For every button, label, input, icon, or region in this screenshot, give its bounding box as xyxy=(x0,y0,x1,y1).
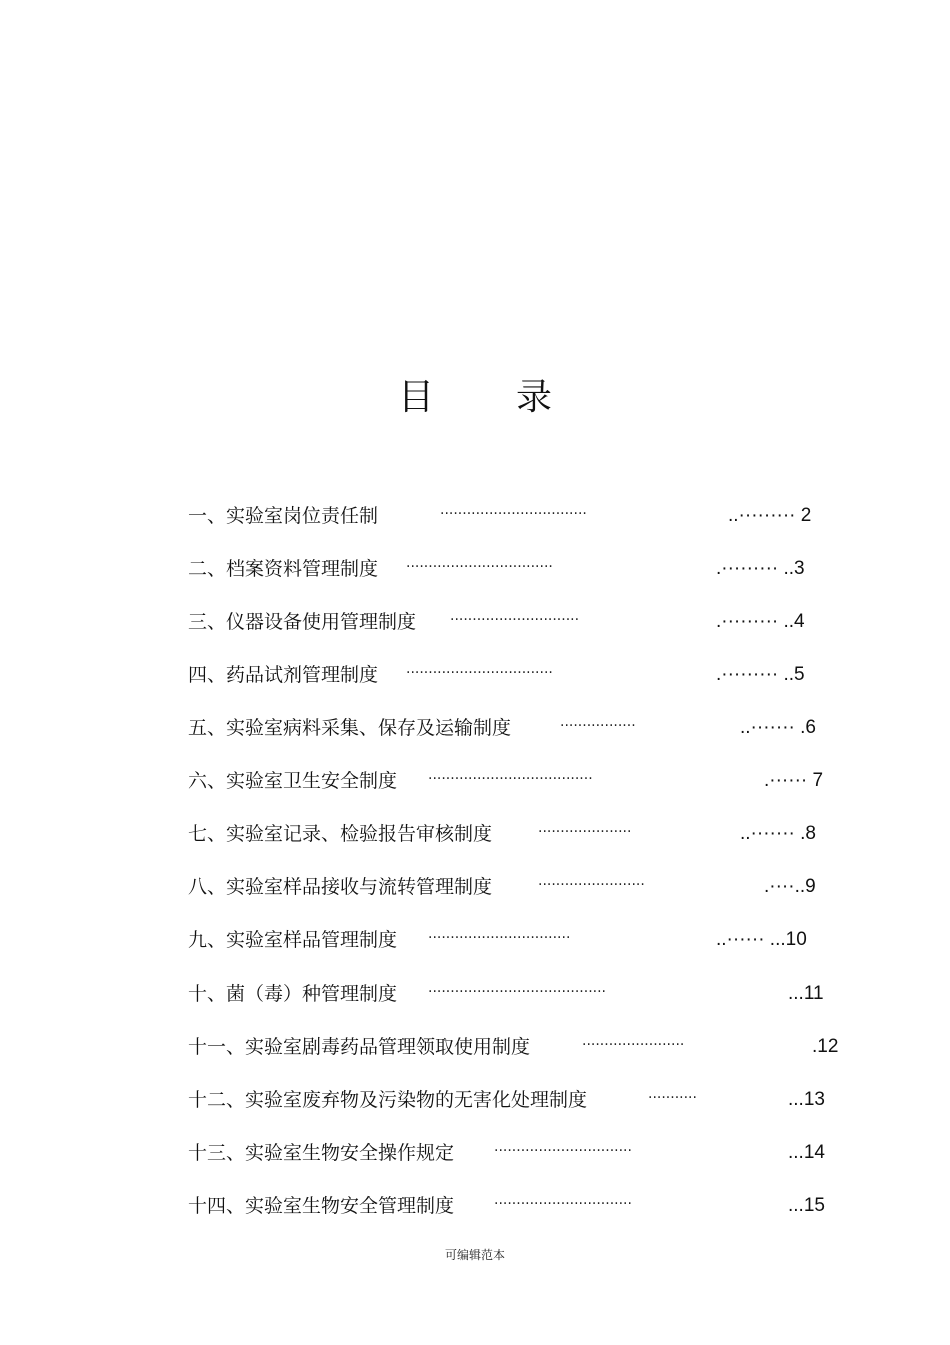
toc-entry-leader: ························ xyxy=(538,877,645,893)
toc-entry-page: .········· ..4 xyxy=(716,611,805,632)
toc-entry-leader: ····································· xyxy=(428,771,593,787)
toc-entry-leader: ················· xyxy=(560,718,636,734)
toc-entry-label: 六、实验室卫生安全制度 xyxy=(188,770,398,792)
toc-entry-page: .····..9 xyxy=(764,876,816,897)
toc-entry-label: 十四、实验室生物安全管理制度 xyxy=(188,1195,455,1217)
toc-entry-label: 七、实验室记录、检验报告审核制度 xyxy=(188,823,493,845)
toc-entry-label: 九、实验室样品管理制度 xyxy=(188,929,398,951)
toc-entry-label: 四、药品试剂管理制度 xyxy=(188,664,379,686)
toc-entry-leader: ································· xyxy=(406,665,553,681)
toc-entry-label: 三、仪器设备使用管理制度 xyxy=(188,611,417,633)
toc-entry-page: ..······· .6 xyxy=(740,717,816,738)
toc-entry-leader: ··········· xyxy=(648,1090,697,1106)
toc-entry-page: ...15 xyxy=(788,1195,825,1216)
toc-entry-leader: ······························· xyxy=(494,1143,632,1159)
title-char-2: 录 xyxy=(516,377,553,418)
toc-entry-label: 二、档案资料管理制度 xyxy=(188,558,379,580)
toc-entry-page: ...14 xyxy=(788,1142,825,1163)
toc-entry-label: 八、实验室样品接收与流转管理制度 xyxy=(188,876,493,898)
toc-entry-leader: ········································ xyxy=(428,984,607,1000)
toc-entry-page: .········· ..5 xyxy=(716,664,805,685)
toc-entry-page: ..······ ...10 xyxy=(716,929,807,950)
toc-entry-leader: ····························· xyxy=(450,612,580,628)
toc-entry-leader: ································ xyxy=(428,930,571,946)
toc-entry-label: 十二、实验室废弃物及污染物的无害化处理制度 xyxy=(188,1089,588,1111)
toc-entry-leader: ································· xyxy=(440,506,587,522)
toc-entry-page: .······ 7 xyxy=(764,770,824,791)
toc-entry-page: ...13 xyxy=(788,1089,825,1110)
toc-entry-label: 十、菌（毒）种管理制度 xyxy=(188,983,398,1005)
toc-entry-page: .12 xyxy=(812,1036,839,1057)
toc-entry-page: .········· ..3 xyxy=(716,558,805,579)
toc-entry-label: 十三、实验室生物安全操作规定 xyxy=(188,1142,455,1164)
toc-entry-leader: ······················· xyxy=(582,1037,685,1053)
toc-entry-leader: ································· xyxy=(406,559,553,575)
toc-entry-leader: ······························· xyxy=(494,1196,632,1212)
toc-entry-page: ..······· .8 xyxy=(740,823,816,844)
page-footer: 可编辑范本 xyxy=(444,1248,505,1262)
toc-entry-label: 一、实验室岗位责任制 xyxy=(188,505,379,527)
toc-entry-label: 十一、实验室剧毒药品管理领取使用制度 xyxy=(188,1036,531,1058)
toc-entry-page: ..········· 2 xyxy=(728,505,812,526)
toc-entry-leader: ····················· xyxy=(538,824,632,840)
title-char-1: 目 xyxy=(397,377,434,418)
toc-entry-page: ...11 xyxy=(788,983,824,1004)
toc-entry-label: 五、实验室病料采集、保存及运输制度 xyxy=(188,717,512,739)
